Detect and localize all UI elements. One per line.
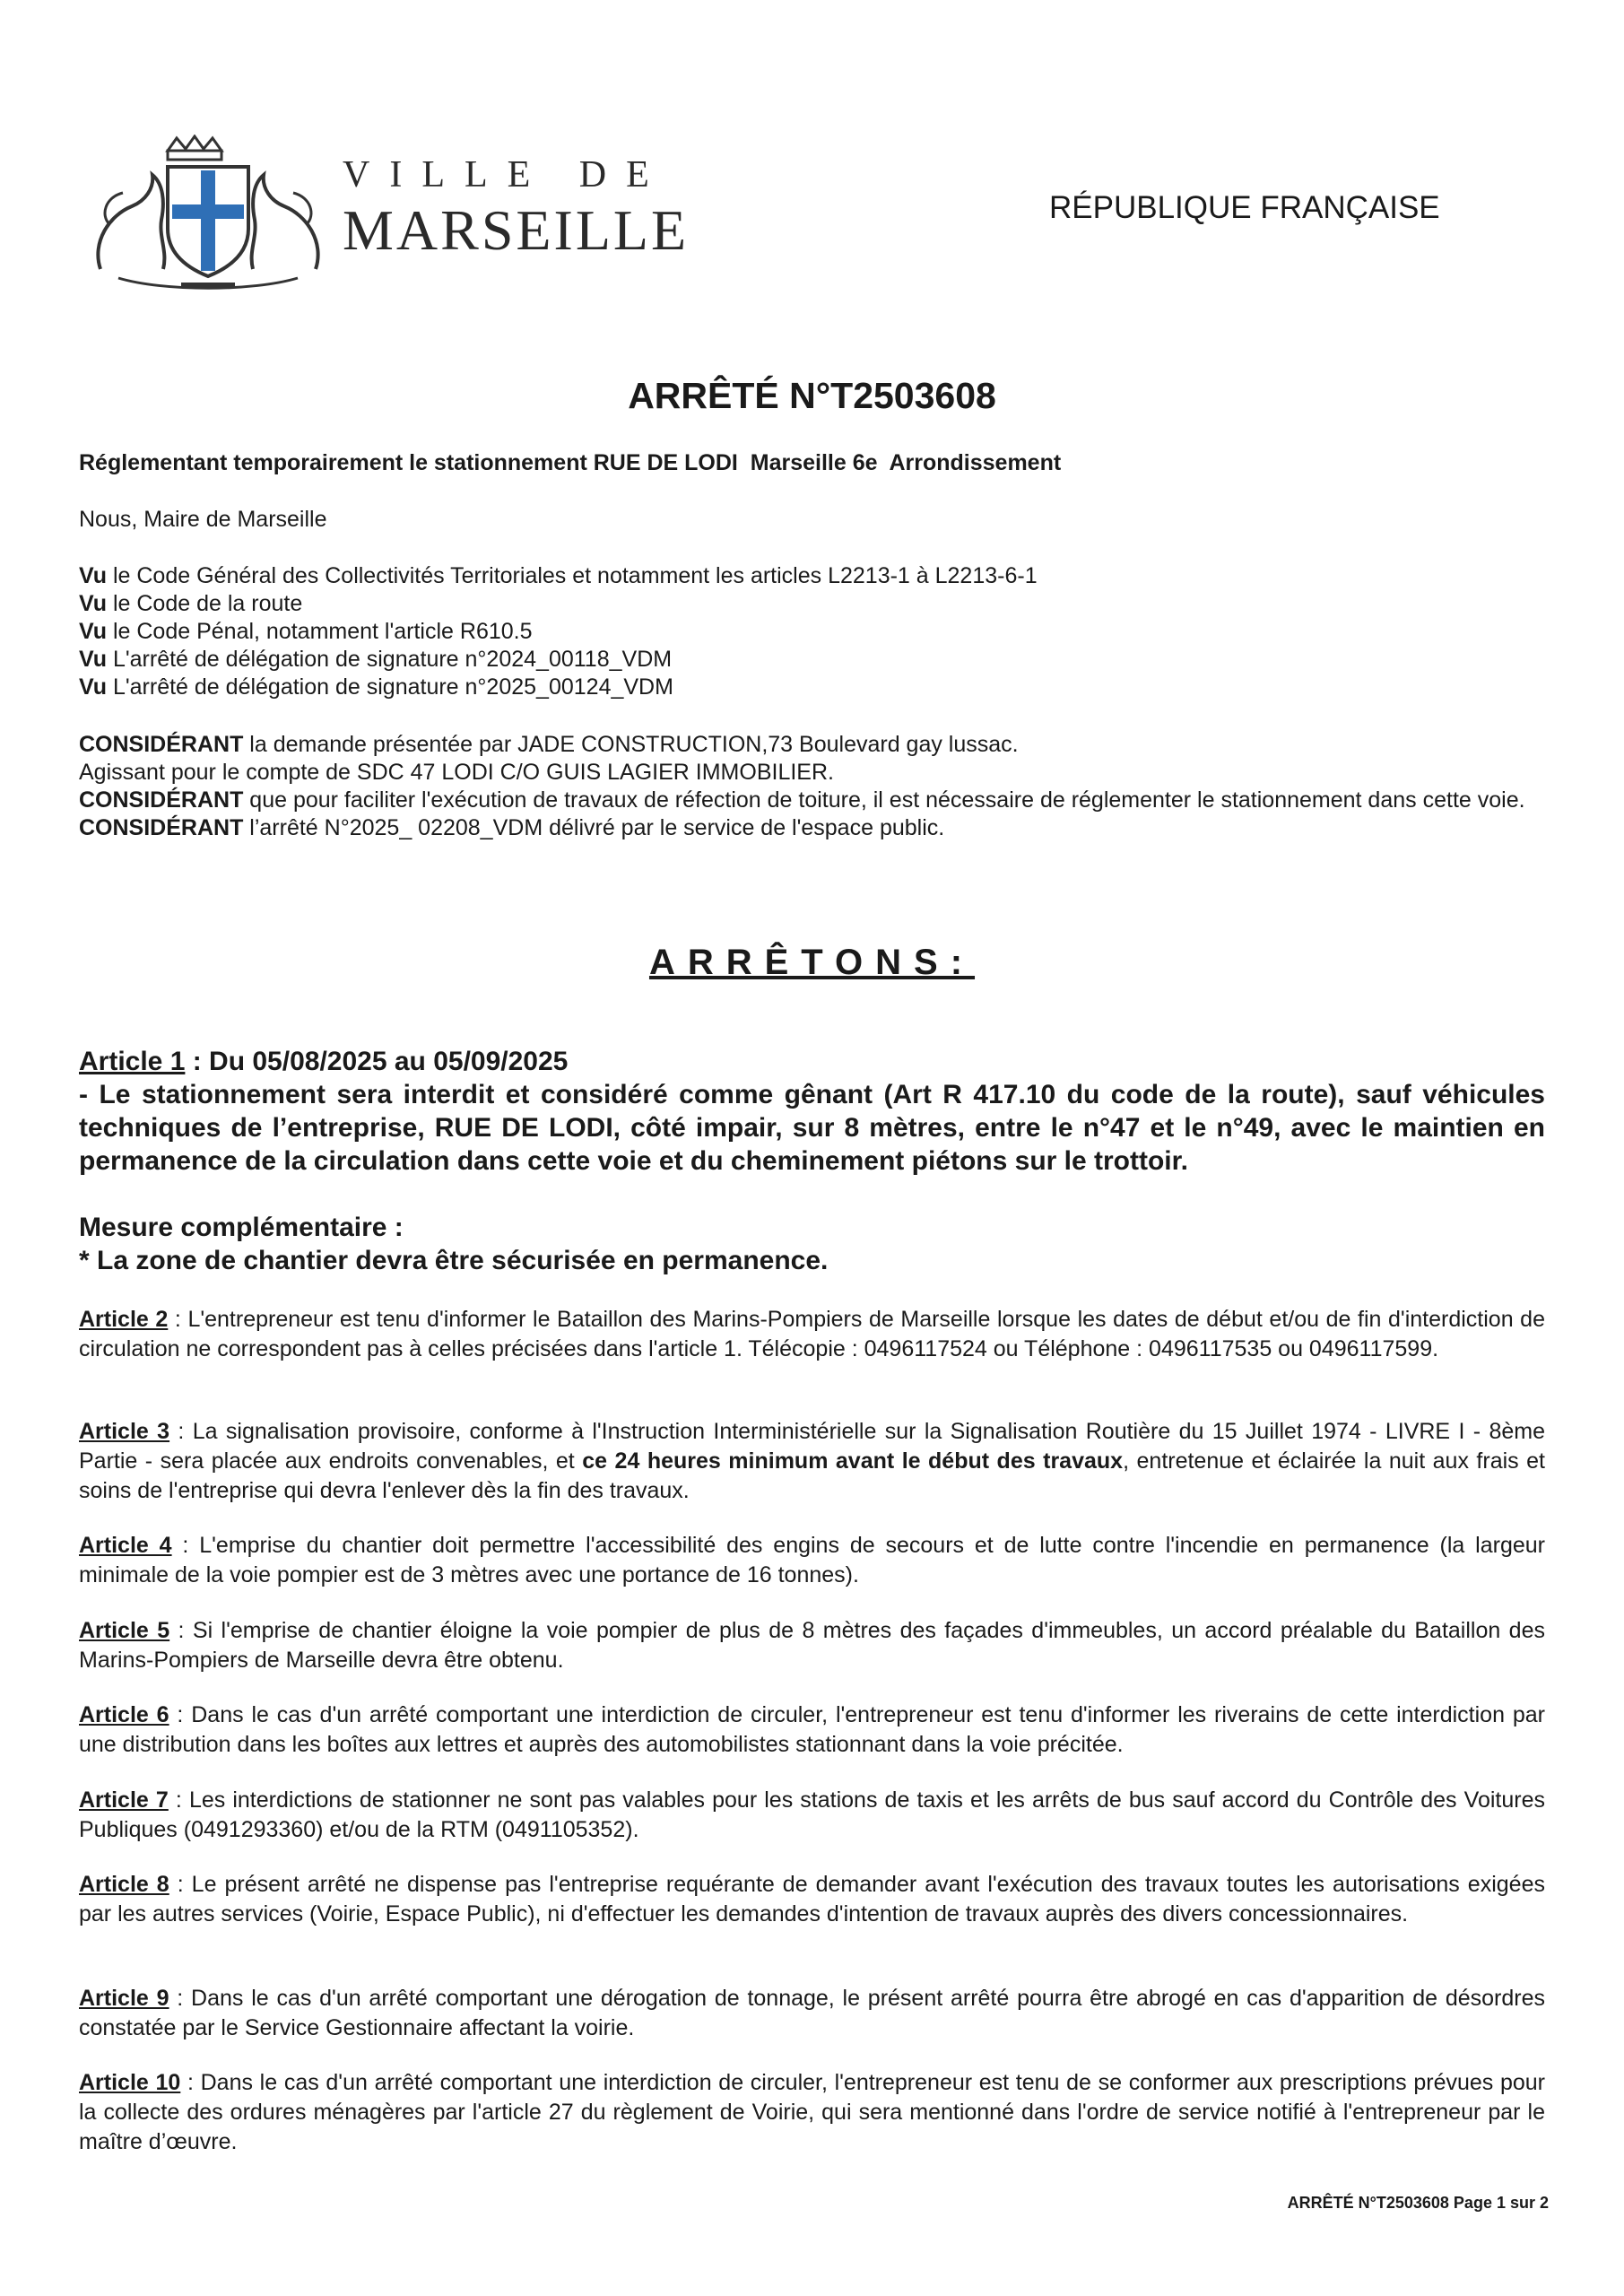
page-footer: ARRÊTÉ N°T2503608 Page 1 sur 2 bbox=[1287, 2194, 1549, 2212]
document-title: ARRÊTÉ N°T2503608 bbox=[628, 375, 996, 416]
article-6: Article 6 : Dans le cas d'un arrêté comportant une interdiction de circuler, l'entrepreneur est tenu d'informer les riverains de cette interdiction par une distribution dans les boîtes aux lettres et auprès des automobilistes stationnant dans la voie précitée. bbox=[79, 1702, 1545, 1757]
mesure-complementaire bbox=[79, 1211, 1545, 1277]
mesure-title: Mesure complémentaire : bbox=[79, 1213, 404, 1242]
considerant-item: CONSIDÉRANT l’arrêté N°2025_ 02208_VDM délivré par le service de l'espace public. bbox=[79, 815, 945, 840]
article-9: Article 9 : Dans le cas d'un arrêté comportant une dérogation de tonnage, le présent arrêté pourra être abrogé en cas d'apparition de désordres constatée par le Service Gestionnaire affectant la voirie. bbox=[79, 1986, 1545, 2040]
vu-item: Vu le Code Général des Collectivités Territoriales et notamment les articles L2213-1 à L2213-6-1 bbox=[79, 563, 1038, 588]
considerant-item: CONSIDÉRANT la demande présentée par JADE CONSTRUCTION,73 Boulevard gay lussac. bbox=[79, 732, 1019, 757]
logo-ville-de: VILLE DE bbox=[343, 154, 669, 196]
article-5: Article 5 : Si l'emprise de chantier éloigne la voie pompier de plus de 8 mètres des façades d'immeubles, un accord préalable du Bataillon des Marins-Pompiers de Marseille devra être obtenu. bbox=[79, 1618, 1545, 1673]
logo-marseille: MARSEILLE bbox=[343, 198, 690, 262]
vu-item: Vu le Code de la route bbox=[79, 591, 303, 616]
vu-item: Vu le Code Pénal, notamment l'article R610.5 bbox=[79, 619, 533, 644]
arretons-heading: ARRÊTONS: bbox=[648, 943, 976, 982]
article-7: Article 7 : Les interdictions de stationner ne sont pas valables pour les stations de taxis et les arrêts de bus sauf accord du Contrôle des Voitures Publiques (0491293360) et/ou de la RTM (0491105352). bbox=[79, 1787, 1545, 1842]
considerant-list bbox=[79, 731, 1545, 842]
article-1-dates: : Du 05/08/2025 au 05/09/2025 bbox=[185, 1047, 569, 1076]
vu-list bbox=[79, 562, 1545, 701]
republique-francaise: RÉPUBLIQUE FRANÇAISE bbox=[1049, 190, 1440, 225]
considerant-item: Agissant pour le compte de SDC 47 LODI C/O GUIS LAGIER IMMOBILIER. bbox=[79, 760, 834, 785]
document-subtitle: Réglementant temporairement le stationnement RUE DE LODI Marseille 6e Arrondissement bbox=[79, 450, 1062, 475]
article-1-body: - Le stationnement sera interdit et considéré comme gênant (Art R 417.10 du code de la route), sauf véhicules techniques de l’entreprise, RUE DE LODI, côté impair, sur 8 mètres, entre le n°47 et le n°49, avec le maintien en permanence de la circulation dans cette voie et du cheminement piétons sur le trottoir. bbox=[79, 1080, 1545, 1176]
marseille-coat-of-arms-icon bbox=[83, 135, 334, 296]
considerant-item: CONSIDÉRANT que pour faciliter l'exécution de travaux de réfection de toiture, il est nécessaire de réglementer le stationnement dans cette voie. bbox=[79, 787, 1525, 813]
vu-item: Vu L'arrêté de délégation de signature n°2025_00124_VDM bbox=[79, 674, 673, 700]
vu-item: Vu L'arrêté de délégation de signature n°2024_00118_VDM bbox=[79, 647, 673, 672]
article-2: Article 2 : L'entrepreneur est tenu d'informer le Bataillon des Marins-Pompiers de Marseille lorsque les dates de début et/ou de fin d'interdiction de circulation ne correspondent pas à celles précisées dans l'article 1. Télécopie : 0496117524 ou Téléphone : 0496117535 ou 0496117599. bbox=[79, 1307, 1545, 1361]
article-10: Article 10 : Dans le cas d'un arrêté comportant une interdiction de circuler, l'entrepreneur est tenu de se conformer aux prescriptions prévues pour la collecte des ordures ménagères par l'article 27 du règlement de Voirie, qui sera mentionné dans l'ordre de service notifié à l'entrepreneur par le maître d’œuvre. bbox=[79, 2070, 1546, 2154]
article-3: Article 3 : La signalisation provisoire, conforme à l'Instruction Interministérielle sur la Signalisation Routière du 15 Juillet 1974 - LIVRE I - 8ème Partie - sera placée aux endroits convenables, et ce 24 heures minimum avant le début des travaux, entretenue et éclairée la nuit aux frais et soins de l'entreprise qui devra l'enlever dès la fin des travaux. bbox=[79, 1419, 1545, 1503]
article-4: Article 4 : L'emprise du chantier doit permettre l'accessibilité des engins de secours et de lutte contre l'incendie en permanence (la largeur minimale de la voie pompier est de 3 mètres avec une portance de 16 tonnes). bbox=[79, 1533, 1545, 1587]
mesure-text: * La zone de chantier devra être sécurisée en permanence. bbox=[79, 1246, 829, 1275]
article-1-label: Article 1 bbox=[79, 1047, 186, 1076]
ville-de-marseille-logo bbox=[83, 135, 690, 296]
nous-maire: Nous, Maire de Marseille bbox=[79, 507, 327, 532]
article-8: Article 8 : Le présent arrêté ne dispense pas l'entreprise requérante de demander avant l'exécution des travaux toutes les autorisations exigées par les autres services (Voirie, Espace Public), ni d'effectuer les demandes d'intention de travaux auprès des divers concessionnaires. bbox=[79, 1872, 1545, 1926]
article-1 bbox=[79, 1045, 1545, 1178]
